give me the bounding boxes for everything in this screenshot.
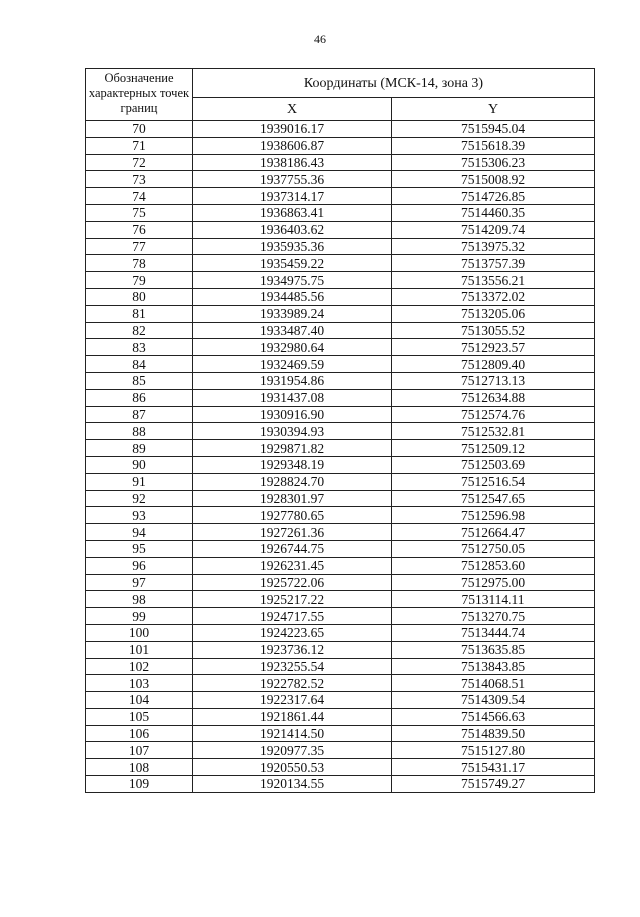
point-cell: 84	[86, 356, 193, 373]
x-coordinate-cell: 1936403.62	[193, 221, 392, 238]
x-coordinate-cell: 1927780.65	[193, 507, 392, 524]
x-column-header: X	[193, 98, 392, 121]
x-coordinate-cell: 1920550.53	[193, 759, 392, 776]
y-coordinate-cell: 7513372.02	[392, 288, 595, 305]
table-row	[86, 624, 595, 641]
point-cell: 90	[86, 456, 193, 473]
table-row	[86, 708, 595, 725]
table-row	[86, 322, 595, 339]
y-coordinate-cell: 7513270.75	[392, 608, 595, 625]
x-coordinate-cell: 1927261.36	[193, 524, 392, 541]
table-row	[86, 742, 595, 759]
table-row	[86, 591, 595, 608]
table-row	[86, 255, 595, 272]
x-coordinate-cell: 1934485.56	[193, 288, 392, 305]
x-coordinate-cell: 1923736.12	[193, 641, 392, 658]
table-row	[86, 557, 595, 574]
y-coordinate-cell: 7512853.60	[392, 557, 595, 574]
point-cell: 109	[86, 776, 193, 793]
table-row	[86, 490, 595, 507]
point-cell: 74	[86, 188, 193, 205]
table-row	[86, 406, 595, 423]
table-row	[86, 238, 595, 255]
x-coordinate-cell: 1929871.82	[193, 440, 392, 457]
table-row	[86, 305, 595, 322]
x-coordinate-cell: 1921861.44	[193, 708, 392, 725]
point-cell: 103	[86, 675, 193, 692]
y-coordinate-cell: 7512664.47	[392, 524, 595, 541]
y-coordinate-cell: 7515008.92	[392, 171, 595, 188]
point-cell: 81	[86, 305, 193, 322]
table-row	[86, 171, 595, 188]
y-coordinate-cell: 7514839.50	[392, 725, 595, 742]
x-coordinate-cell: 1929348.19	[193, 456, 392, 473]
point-cell: 95	[86, 540, 193, 557]
point-cell: 70	[86, 121, 193, 138]
y-coordinate-cell: 7514309.54	[392, 692, 595, 709]
table-row	[86, 423, 595, 440]
table-row	[86, 188, 595, 205]
y-coordinate-cell: 7514460.35	[392, 204, 595, 221]
x-coordinate-cell: 1924717.55	[193, 608, 392, 625]
point-cell: 73	[86, 171, 193, 188]
table-row	[86, 524, 595, 541]
y-coordinate-cell: 7512509.12	[392, 440, 595, 457]
table-row	[86, 641, 595, 658]
table-row	[86, 121, 595, 138]
point-cell: 92	[86, 490, 193, 507]
x-coordinate-cell: 1920977.35	[193, 742, 392, 759]
y-coordinate-cell: 7512750.05	[392, 540, 595, 557]
page-number: 46	[314, 32, 326, 46]
y-coordinate-cell: 7515127.80	[392, 742, 595, 759]
point-cell: 89	[86, 440, 193, 457]
x-coordinate-cell: 1928301.97	[193, 490, 392, 507]
table-row	[86, 154, 595, 171]
point-cell: 85	[86, 372, 193, 389]
x-coordinate-cell: 1925217.22	[193, 591, 392, 608]
x-coordinate-cell: 1930394.93	[193, 423, 392, 440]
point-cell: 87	[86, 406, 193, 423]
point-cell: 94	[86, 524, 193, 541]
x-coordinate-cell: 1937314.17	[193, 188, 392, 205]
table-row	[86, 272, 595, 289]
table-row	[86, 759, 595, 776]
x-coordinate-cell: 1923255.54	[193, 658, 392, 675]
x-coordinate-cell: 1937755.36	[193, 171, 392, 188]
table-row	[86, 675, 595, 692]
table-row	[86, 288, 595, 305]
point-cell: 105	[86, 708, 193, 725]
point-cell: 77	[86, 238, 193, 255]
table-row	[86, 440, 595, 457]
y-coordinate-cell: 7514068.51	[392, 675, 595, 692]
y-coordinate-cell: 7512516.54	[392, 473, 595, 490]
y-coordinate-cell: 7512809.40	[392, 356, 595, 373]
y-coordinate-cell: 7515431.17	[392, 759, 595, 776]
point-cell: 102	[86, 658, 193, 675]
y-coordinate-cell: 7513444.74	[392, 624, 595, 641]
table-row	[86, 389, 595, 406]
y-coordinate-cell: 7513975.32	[392, 238, 595, 255]
point-cell: 101	[86, 641, 193, 658]
x-coordinate-cell: 1933487.40	[193, 322, 392, 339]
x-coordinate-cell: 1931437.08	[193, 389, 392, 406]
table-row	[86, 574, 595, 591]
y-coordinate-cell: 7515945.04	[392, 121, 595, 138]
x-coordinate-cell: 1932980.64	[193, 339, 392, 356]
y-coordinate-cell: 7515749.27	[392, 776, 595, 793]
table-row	[86, 608, 595, 625]
coordinates-table	[85, 68, 595, 793]
point-cell: 91	[86, 473, 193, 490]
y-coordinate-cell: 7513843.85	[392, 658, 595, 675]
x-coordinate-cell: 1925722.06	[193, 574, 392, 591]
table-row	[86, 356, 595, 373]
y-column-header: Y	[392, 98, 595, 121]
x-coordinate-cell: 1936863.41	[193, 204, 392, 221]
table-row	[86, 507, 595, 524]
y-coordinate-cell: 7512923.57	[392, 339, 595, 356]
x-coordinate-cell: 1939016.17	[193, 121, 392, 138]
y-coordinate-cell: 7513205.06	[392, 305, 595, 322]
point-cell: 78	[86, 255, 193, 272]
x-coordinate-cell: 1935459.22	[193, 255, 392, 272]
x-coordinate-cell: 1933989.24	[193, 305, 392, 322]
x-coordinate-cell: 1930916.90	[193, 406, 392, 423]
y-coordinate-cell: 7513055.52	[392, 322, 595, 339]
point-cell: 86	[86, 389, 193, 406]
table-row	[86, 456, 595, 473]
table-row	[86, 339, 595, 356]
point-cell: 93	[86, 507, 193, 524]
y-coordinate-cell: 7512975.00	[392, 574, 595, 591]
y-coordinate-cell: 7513635.85	[392, 641, 595, 658]
table-header	[86, 69, 595, 121]
point-designation-header: Обозначение характерных точек границ	[86, 69, 193, 121]
x-coordinate-cell: 1928824.70	[193, 473, 392, 490]
y-coordinate-cell: 7512634.88	[392, 389, 595, 406]
point-cell: 97	[86, 574, 193, 591]
x-coordinate-cell: 1934975.75	[193, 272, 392, 289]
y-coordinate-cell: 7512503.69	[392, 456, 595, 473]
point-cell: 88	[86, 423, 193, 440]
point-cell: 108	[86, 759, 193, 776]
y-coordinate-cell: 7513556.21	[392, 272, 595, 289]
x-coordinate-cell: 1926231.45	[193, 557, 392, 574]
y-coordinate-cell: 7512596.98	[392, 507, 595, 524]
table-row	[86, 658, 595, 675]
x-coordinate-cell: 1931954.86	[193, 372, 392, 389]
point-cell: 71	[86, 137, 193, 154]
y-coordinate-cell: 7513114.11	[392, 591, 595, 608]
x-coordinate-cell: 1920134.55	[193, 776, 392, 793]
point-cell: 104	[86, 692, 193, 709]
x-coordinate-cell: 1926744.75	[193, 540, 392, 557]
table-row	[86, 221, 595, 238]
x-coordinate-cell: 1938186.43	[193, 154, 392, 171]
x-coordinate-cell: 1935935.36	[193, 238, 392, 255]
point-cell: 82	[86, 322, 193, 339]
table-row	[86, 692, 595, 709]
y-coordinate-cell: 7514209.74	[392, 221, 595, 238]
x-coordinate-cell: 1932469.59	[193, 356, 392, 373]
point-cell: 100	[86, 624, 193, 641]
x-coordinate-cell: 1921414.50	[193, 725, 392, 742]
x-coordinate-cell: 1924223.65	[193, 624, 392, 641]
point-cell: 107	[86, 742, 193, 759]
point-cell: 99	[86, 608, 193, 625]
x-coordinate-cell: 1922782.52	[193, 675, 392, 692]
coordinates-header: Координаты (МСК-14, зона 3)	[193, 69, 595, 98]
table-row	[86, 204, 595, 221]
y-coordinate-cell: 7512574.76	[392, 406, 595, 423]
y-coordinate-cell: 7514566.63	[392, 708, 595, 725]
y-coordinate-cell: 7514726.85	[392, 188, 595, 205]
table-row	[86, 473, 595, 490]
table-row	[86, 137, 595, 154]
point-cell: 76	[86, 221, 193, 238]
y-coordinate-cell: 7515618.39	[392, 137, 595, 154]
y-coordinate-cell: 7512713.13	[392, 372, 595, 389]
table-row	[86, 540, 595, 557]
point-cell: 106	[86, 725, 193, 742]
point-cell: 75	[86, 204, 193, 221]
point-cell: 80	[86, 288, 193, 305]
x-coordinate-cell: 1938606.87	[193, 137, 392, 154]
x-coordinate-cell: 1922317.64	[193, 692, 392, 709]
y-coordinate-cell: 7512532.81	[392, 423, 595, 440]
point-cell: 72	[86, 154, 193, 171]
y-coordinate-cell: 7513757.39	[392, 255, 595, 272]
point-cell: 83	[86, 339, 193, 356]
table-row	[86, 372, 595, 389]
point-cell: 79	[86, 272, 193, 289]
y-coordinate-cell: 7515306.23	[392, 154, 595, 171]
table-body	[86, 121, 595, 793]
point-cell: 98	[86, 591, 193, 608]
table-row	[86, 725, 595, 742]
y-coordinate-cell: 7512547.65	[392, 490, 595, 507]
table-row	[86, 776, 595, 793]
point-cell: 96	[86, 557, 193, 574]
